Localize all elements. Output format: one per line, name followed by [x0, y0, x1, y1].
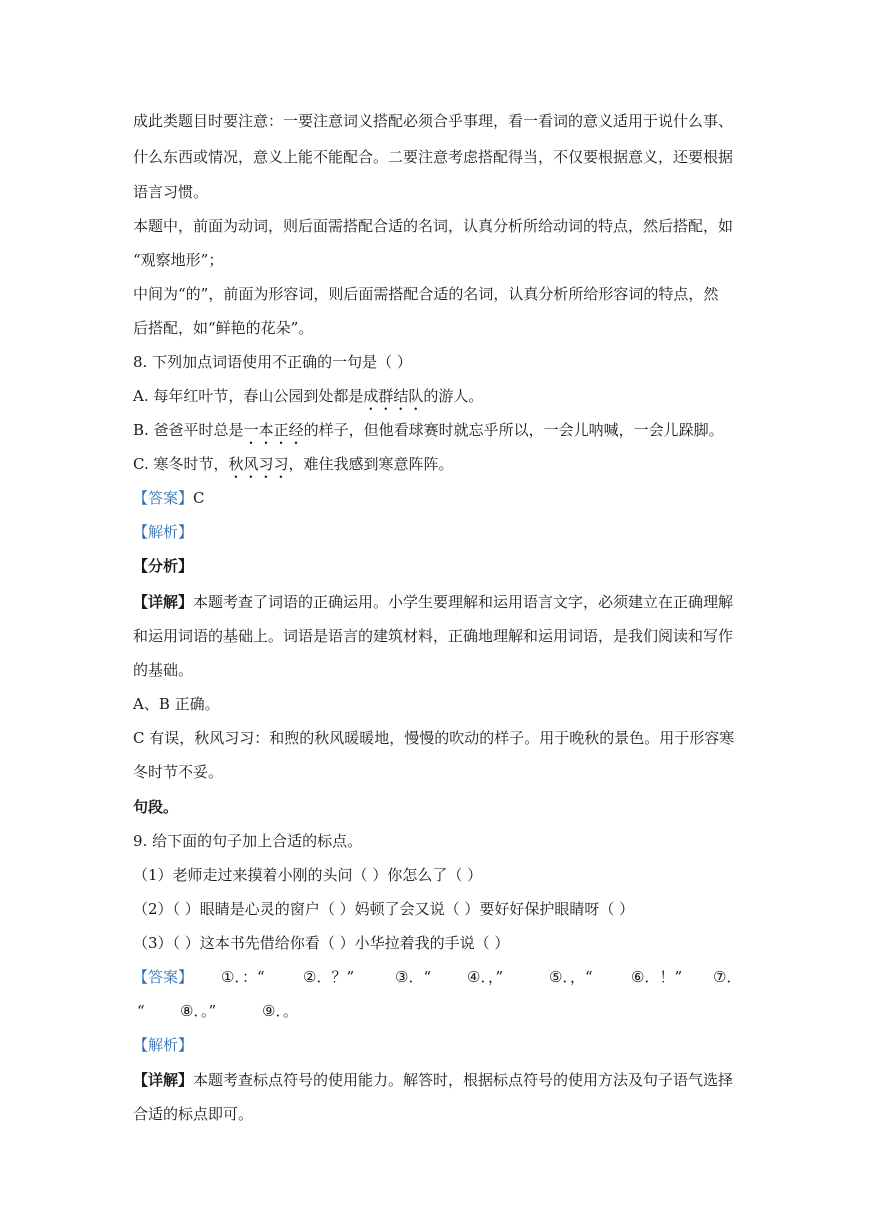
q8-analysis-label: 【解析】 [133, 523, 194, 541]
paragraph-line: 本题中，前面为动词，则后面需搭配合适的名词，认真分析所给动词的特点，然后搭配，如 [133, 217, 734, 235]
paragraph-line: 成此类题目时要注意：一要注意词义搭配必须合乎事理，看一看词的意义适用于说什么事、 [133, 112, 734, 130]
q9-sentence-3: （3）（ ）这本书先借给你看（ ）小华拉着我的手说（ ） [133, 934, 510, 952]
answer-item: ④．，” [467, 968, 504, 986]
q8-option-a [133, 386, 483, 414]
q8-option-c [133, 454, 454, 482]
q8-option-b [133, 420, 724, 448]
answer-item: ⑧．。” [180, 1002, 217, 1020]
paragraph-line: 冬时节不妥。 [133, 763, 224, 781]
option-text: 的游人。 [423, 387, 484, 405]
q8-answer [133, 488, 205, 508]
paragraph-line: 语言习惯。 [133, 183, 209, 201]
answer-item: “ [137, 1002, 145, 1020]
option-text: ，难住我感到寒意阵阵。 [288, 455, 454, 473]
paragraph-line: 后搭配，如“鲜艳的花朵”。 [133, 319, 314, 337]
answer-item: ⑦． [713, 968, 742, 986]
paragraph-line: 的基础。 [133, 661, 194, 679]
q9-sentence-2: （2）（ ）眼睛是心灵的窗户（ ）妈顿了会又说（ ）要好好保护眼睛呀（ ） [133, 900, 635, 918]
option-text: A. 每年红叶节，春山公园到处都是 [133, 387, 364, 405]
answer-value: C [193, 489, 205, 507]
q9-answer-label: 【答案】 [133, 968, 194, 986]
option-text: C. 寒冬时节， [133, 455, 229, 473]
q9-sentence-1: （1）老师走过来摸着小刚的头问（ ）你怎么了（ ） [133, 866, 483, 884]
paragraph-line: 和运用词语的基础上。词语是语言的建筑材料，正确地理解和运用词语，是我们阅读和写作 [133, 627, 734, 645]
dotted-term: 成群结队 [363, 387, 424, 405]
answer-label: 【答案】 [133, 489, 194, 507]
answer-item: ⑨．。 [262, 1002, 298, 1020]
detail-label: 【详解】 [133, 1071, 194, 1089]
paragraph-line: “观察地形”； [133, 251, 224, 269]
section-heading: 句段。 [133, 798, 179, 816]
detail-text: 本题考查标点符号的使用能力。解答时，根据标点符号的使用方法及句子语气选择 [193, 1071, 734, 1089]
dotted-term: 一本正经 [243, 421, 304, 439]
paragraph-line: 合适的标点即可。 [133, 1105, 254, 1123]
paragraph-line: C 有误，秋风习习：和煦的秋风暖暖地，慢慢的吹动的样子。用于晚秋的景色。用于形容寒 [133, 729, 735, 747]
paragraph-line: 中间为“的”，前面为形容词，则后面需搭配合适的名词，认真分析所给形容词的特点，然 [133, 285, 719, 303]
answer-item: ②．？” [303, 968, 355, 986]
dotted-term: 秋风习习 [228, 455, 289, 473]
answer-item: ⑥．！” [631, 968, 683, 986]
q8-detail [133, 592, 733, 612]
q9-detail [133, 1070, 733, 1090]
detail-label: 【详解】 [133, 593, 194, 611]
paragraph-line: A、B 正确。 [133, 695, 220, 713]
q9-analysis-label: 【解析】 [133, 1036, 194, 1054]
answer-item: ①．：“ [221, 968, 265, 986]
q8-fenxi-label: 【分析】 [133, 557, 194, 575]
answer-item: ⑤．，“ [549, 968, 593, 986]
detail-text: 本题考查了词语的正确运用。小学生要理解和运用语言文字，必须建立在正确理解 [193, 593, 734, 611]
question-9-stem: 9. 给下面的句子加上合适的标点。 [133, 832, 363, 850]
answer-item: ③．“ [395, 968, 432, 986]
question-8-stem: 8. 下列加点词语使用不正确的一句是（ ） [133, 353, 412, 371]
option-text: B. 爸爸平时总是 [133, 421, 244, 439]
paragraph-line: 什么东西或情况，意义上能不能配合。二要注意考虑搭配得当，不仅要根据意义，还要根据 [133, 148, 734, 166]
option-text: 的样子，但他看球赛时就忘乎所以，一会儿呐喊，一会儿跺脚。 [303, 421, 724, 439]
